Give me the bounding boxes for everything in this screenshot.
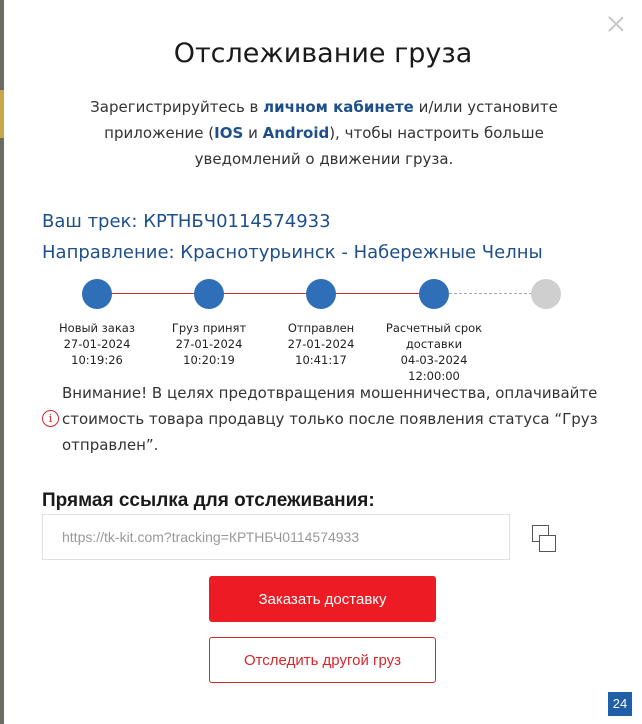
order-delivery-button[interactable]: Заказать доставку xyxy=(209,576,436,622)
step-date: 04-03-2024 xyxy=(400,353,468,367)
track-number: Ваш трек: КРТНБЧ0114574933 xyxy=(42,211,331,232)
step-status: Отправлен xyxy=(287,321,355,335)
intro-part: ), чтобы настроить больше уведомлений о движении груза. xyxy=(194,124,544,168)
step-time: 10:19:26 xyxy=(71,353,123,367)
android-link[interactable]: Android xyxy=(262,124,330,142)
counter-badge[interactable]: 24 xyxy=(608,692,632,716)
close-icon[interactable] xyxy=(606,14,626,34)
step-date: 27-01-2024 xyxy=(63,337,131,351)
step-status: Новый заказ xyxy=(59,321,135,335)
cabinet-link[interactable]: личном кабинете xyxy=(263,98,414,116)
timeline-step xyxy=(266,320,376,368)
track-another-button[interactable]: Отследить другой груз xyxy=(209,637,436,683)
timeline-segment xyxy=(321,293,434,294)
tracking-link-field[interactable]: https://tk-kit.com?tracking=КРТНБЧ0114574933 xyxy=(42,514,510,560)
info-circle-icon: i xyxy=(42,410,59,427)
timeline-step xyxy=(379,320,489,384)
timeline-dot-1 xyxy=(82,279,112,309)
timeline-segment xyxy=(209,293,321,294)
step-status: Груз принят xyxy=(171,321,247,335)
timeline-dot-3 xyxy=(306,279,336,309)
ios-link[interactable]: IOS xyxy=(214,124,244,142)
intro-part: Зарегистрируйтесь в xyxy=(90,98,264,116)
direction: Направление: Краснотурьинск - Набережные Челны xyxy=(42,242,543,263)
step-date: 27-01-2024 xyxy=(287,337,355,351)
step-date: 27-01-2024 xyxy=(175,337,243,351)
warning-text: Внимание! В целях предотвращения мошенничества, оплачивайте стоимость товара продавцу только после появления статуса “Груз отправлен”. xyxy=(62,384,598,454)
timeline-dot-5 xyxy=(531,279,561,309)
modal-title: Отслеживание груза xyxy=(173,38,473,69)
intro-text xyxy=(64,94,584,172)
timeline-step xyxy=(154,320,264,368)
step-time: 12:00:00 xyxy=(408,369,460,383)
tracking-modal xyxy=(4,0,642,724)
step-time: 10:41:17 xyxy=(295,353,347,367)
timeline-dot-4 xyxy=(419,279,449,309)
status-timeline xyxy=(42,278,602,383)
timeline-segment xyxy=(97,293,209,294)
direct-link-title: Прямая ссылка для отслеживания: xyxy=(42,490,375,511)
intro-part: и xyxy=(243,124,263,142)
timeline-dot-2 xyxy=(194,279,224,309)
copy-icon[interactable] xyxy=(530,523,556,553)
step-time: 10:20:19 xyxy=(183,353,235,367)
timeline-step xyxy=(42,320,152,368)
intro-part: и/или установите приложение ( xyxy=(104,98,558,142)
step-status: Расчетный срок доставки xyxy=(385,321,483,351)
